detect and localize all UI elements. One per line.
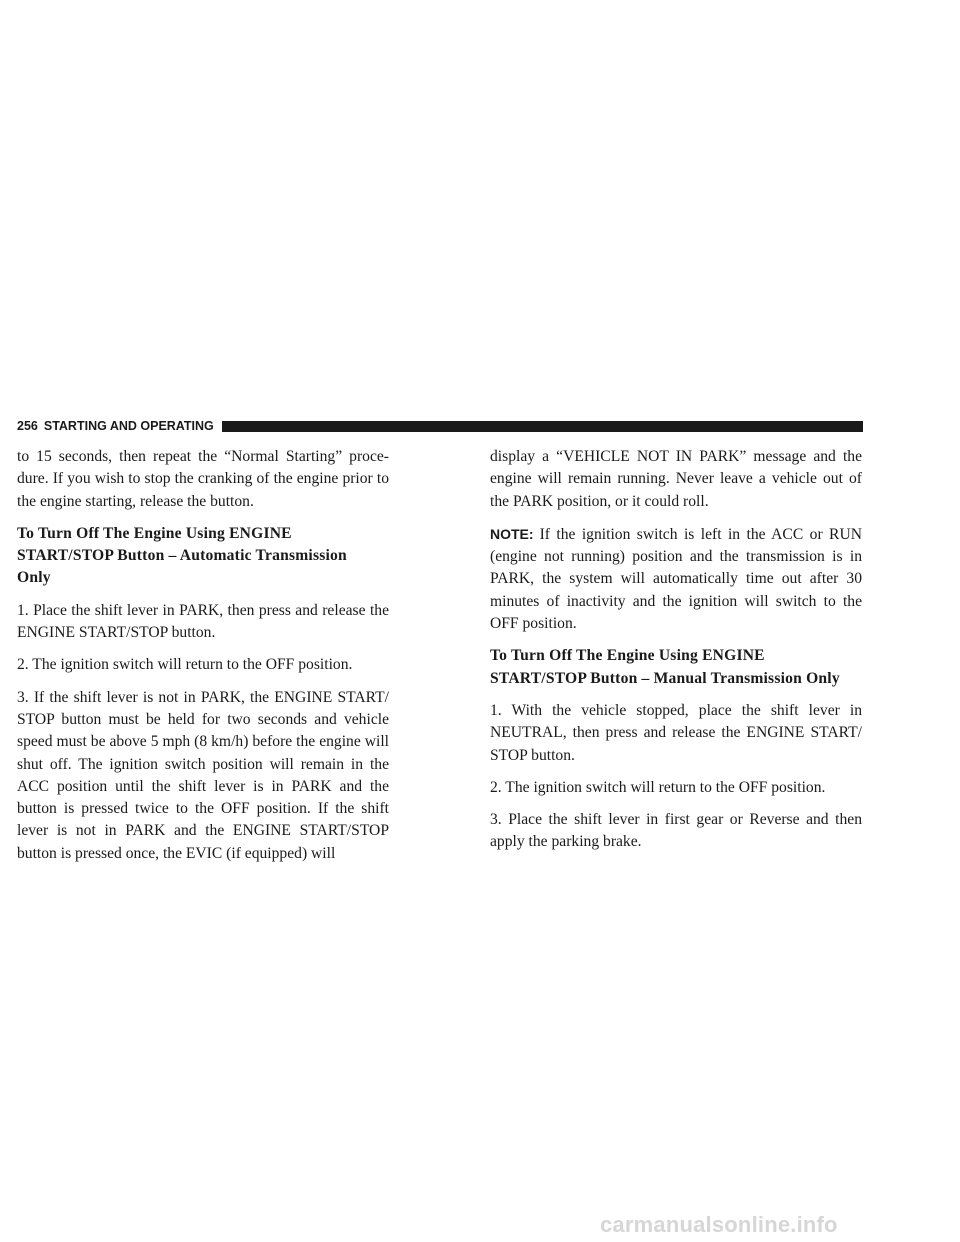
paragraph: to 15 seconds, then repeat the “Normal Starting” proce- dure. If you wish to stop the cranking of the engine prior to the engine starting, release the button. — [17, 448, 389, 510]
step-item: 2. The ignition switch will return to the OFF position. — [490, 778, 826, 796]
step-item: 3. Place the shift lever in first gear or Reverse and then apply the parking brake. — [490, 811, 862, 851]
left-column — [17, 446, 389, 875]
note-label: NOTE: — [490, 525, 534, 542]
page-header — [17, 416, 863, 436]
heading-line: START/STOP Button – Automatic Transmission — [17, 547, 347, 565]
right-column — [490, 446, 862, 864]
step-item: 1. Place the shift lever in PARK, then press and release the ENGINE START/STOP button. — [17, 601, 389, 642]
note — [490, 523, 862, 635]
section-heading — [490, 645, 862, 690]
heading-line: START/STOP Button – Manual Transmission Only — [490, 669, 840, 687]
page-number: 256 — [17, 419, 38, 433]
section-title: STARTING AND OPERATING — [43, 419, 214, 433]
step-item: 3. If the shift lever is not in PARK, the ENGINE START/ STOP button must be held for two seconds and vehicle speed must be above 5 mph (8 km/h) before the engine will shut off. The ignition switch position will remain in the ACC position until the shift lever is in PARK and the button is pressed twice to the OFF position. If the shift lever is not in PARK and the ENGINE START/STOP button is pressed once, the EVIC (if equipped) will — [17, 688, 389, 862]
section-heading — [17, 523, 389, 590]
heading-line: To Turn Off The Engine Using ENGINE — [17, 524, 292, 542]
heading-line: To Turn Off The Engine Using ENGINE — [490, 647, 765, 665]
paragraph: display a “VEHICLE NOT IN PARK” message and the engine will remain running. Never leave a vehicle out of the PARK position, or it could roll. — [490, 448, 862, 510]
watermark: carmanualsonline.info — [600, 1212, 838, 1237]
step-item: 1. With the vehicle stopped, place the shift lever in NEUTRAL, then press and release the ENGINE START/ STOP button. — [490, 701, 862, 764]
note-text: If the ignition switch is left in the ACC or RUN (engine not running) position and the transmission is in PARK, the system will automatically time out after 30 minutes of inactivity and the ignition will switch to the OFF position. — [490, 525, 862, 633]
header-rule — [222, 421, 863, 432]
step-item: 2. The ignition switch will return to the OFF position. — [17, 656, 353, 674]
heading-line: Only — [17, 569, 51, 587]
